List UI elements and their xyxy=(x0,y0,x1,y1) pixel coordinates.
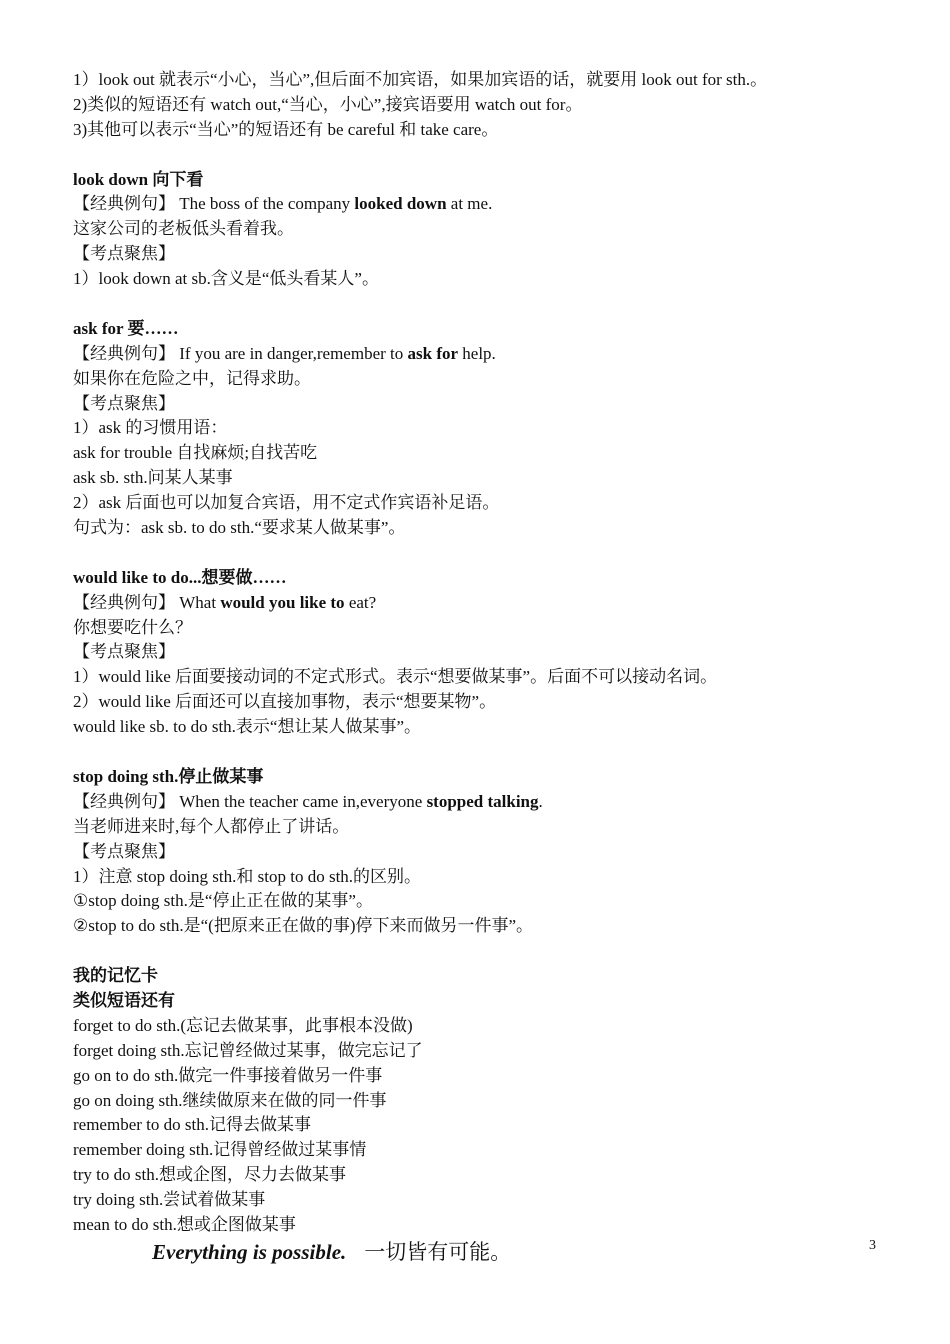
memory-card-item: mean to do sth.想或企图做某事 xyxy=(73,1214,296,1234)
memory-card-subheading: 类似短语还有 xyxy=(73,990,175,1010)
example-text: What xyxy=(175,592,221,612)
memory-card-item: go on doing sth.继续做原来在做的同一件事 xyxy=(73,1090,387,1110)
focus-point: 2）would like 后面还可以直接加事物，表示“想要某物”。 xyxy=(73,692,497,712)
translation: 如果你在危险之中，记得求助。 xyxy=(73,368,311,388)
memory-card-item: forget doing sth.忘记曾经做过某事，做完忘记了 xyxy=(73,1040,423,1060)
memory-card-item: remember to do sth.记得去做某事 xyxy=(73,1115,311,1135)
document-body xyxy=(73,68,893,1238)
focus-point: ①stop doing sth.是“停止正在做的某事”。 xyxy=(73,891,373,911)
example-text: When the teacher came in,everyone xyxy=(175,791,427,811)
spacer xyxy=(73,143,893,168)
focus-point: 1）ask 的习惯用语： xyxy=(73,418,228,438)
example-phrase: looked down xyxy=(354,194,447,214)
focus-point: 1）look down at sb.含义是“低头看某人”。 xyxy=(73,269,379,289)
paragraph: 1）look out 就表示“小心，当心”,但后面不加宾语，如果加宾语的话，就要用 look out for sth.。 xyxy=(73,70,768,89)
memory-card-item: go on to do sth.做完一件事接着做另一件事 xyxy=(73,1065,383,1085)
phrase-heading: ask for 要…… xyxy=(73,318,179,338)
focus-point: 1）would like 后面要接动词的不定式形式。表示“想要做某事”。后面不可以接动名词。 xyxy=(73,667,718,687)
page-number: 3 xyxy=(869,1238,876,1253)
example-phrase: ask for xyxy=(407,343,459,363)
example-text: help. xyxy=(458,343,496,363)
focus-point: ask sb. sth.问某人某事 xyxy=(73,468,233,488)
spacer xyxy=(73,939,893,964)
focus-point: would like sb. to do sth.表示“想让某人做某事”。 xyxy=(73,717,422,737)
footer-motto xyxy=(152,1238,511,1266)
paragraph: 2)类似的短语还有 watch out,“当心，小心”,接宾语要用 watch out for。 xyxy=(73,94,583,114)
focus-point: ②stop to do sth.是“(把原来正在做的事)停下来而做另一件事”。 xyxy=(73,916,534,936)
paragraph: 3)其他可以表示“当心”的短语还有 be careful 和 take care。 xyxy=(73,119,499,139)
focus-tag: 【考点聚焦】 xyxy=(73,642,175,662)
example-text: eat? xyxy=(344,592,377,612)
example-text: . xyxy=(538,791,543,811)
example-sentence xyxy=(73,790,893,815)
phrase-heading: would like to do...想要做…… xyxy=(73,567,287,587)
example-sentence xyxy=(73,342,893,367)
spacer xyxy=(73,541,893,566)
memory-card-item: remember doing sth.记得曾经做过某事情 xyxy=(73,1140,367,1160)
translation: 当老师进来时,每个人都停止了讲话。 xyxy=(73,816,350,836)
example-text: The boss of the company xyxy=(175,194,355,214)
example-sentence xyxy=(73,192,893,217)
focus-point: 句式为：ask sb. to do sth.“要求某人做某事”。 xyxy=(73,518,406,538)
example-phrase: stopped talking xyxy=(426,791,539,811)
memory-card-heading: 我的记忆卡 xyxy=(73,966,158,986)
focus-point: 2）ask 后面也可以加复合宾语，用不定式作宾语补足语。 xyxy=(73,493,500,513)
example-sentence xyxy=(73,591,893,616)
example-tag: 【经典例句】 xyxy=(73,194,175,214)
phrase-heading: look down 向下看 xyxy=(73,169,204,189)
example-tag: 【经典例句】 xyxy=(73,592,175,612)
spacer xyxy=(73,740,893,765)
memory-card-item: try doing sth.尝试着做某事 xyxy=(73,1190,266,1210)
memory-card-item: forget to do sth.(忘记去做某事，此事根本没做) xyxy=(73,1015,413,1035)
translation: 你想要吃什么？ xyxy=(73,617,192,637)
example-tag: 【经典例句】 xyxy=(73,343,175,363)
motto-english: Everything is possible. xyxy=(152,1240,347,1264)
focus-tag: 【考点聚焦】 xyxy=(73,244,175,264)
example-text: If you are in danger,remember to xyxy=(175,343,408,363)
memory-card-item: try to do sth.想或企图，尽力去做某事 xyxy=(73,1165,346,1185)
example-tag: 【经典例句】 xyxy=(73,791,175,811)
example-phrase: would you like to xyxy=(220,592,345,612)
motto-chinese: 一切皆有可能。 xyxy=(364,1240,512,1264)
translation: 这家公司的老板低头看着我。 xyxy=(73,219,294,239)
example-text: at me. xyxy=(446,194,493,214)
focus-point: ask for trouble 自找麻烦;自找苦吃 xyxy=(73,443,318,463)
spacer xyxy=(73,292,893,317)
focus-point: 1）注意 stop doing sth.和 stop to do sth.的区别。 xyxy=(73,866,422,886)
focus-tag: 【考点聚焦】 xyxy=(73,841,175,861)
phrase-heading: stop doing sth.停止做某事 xyxy=(73,766,264,786)
focus-tag: 【考点聚焦】 xyxy=(73,393,175,413)
